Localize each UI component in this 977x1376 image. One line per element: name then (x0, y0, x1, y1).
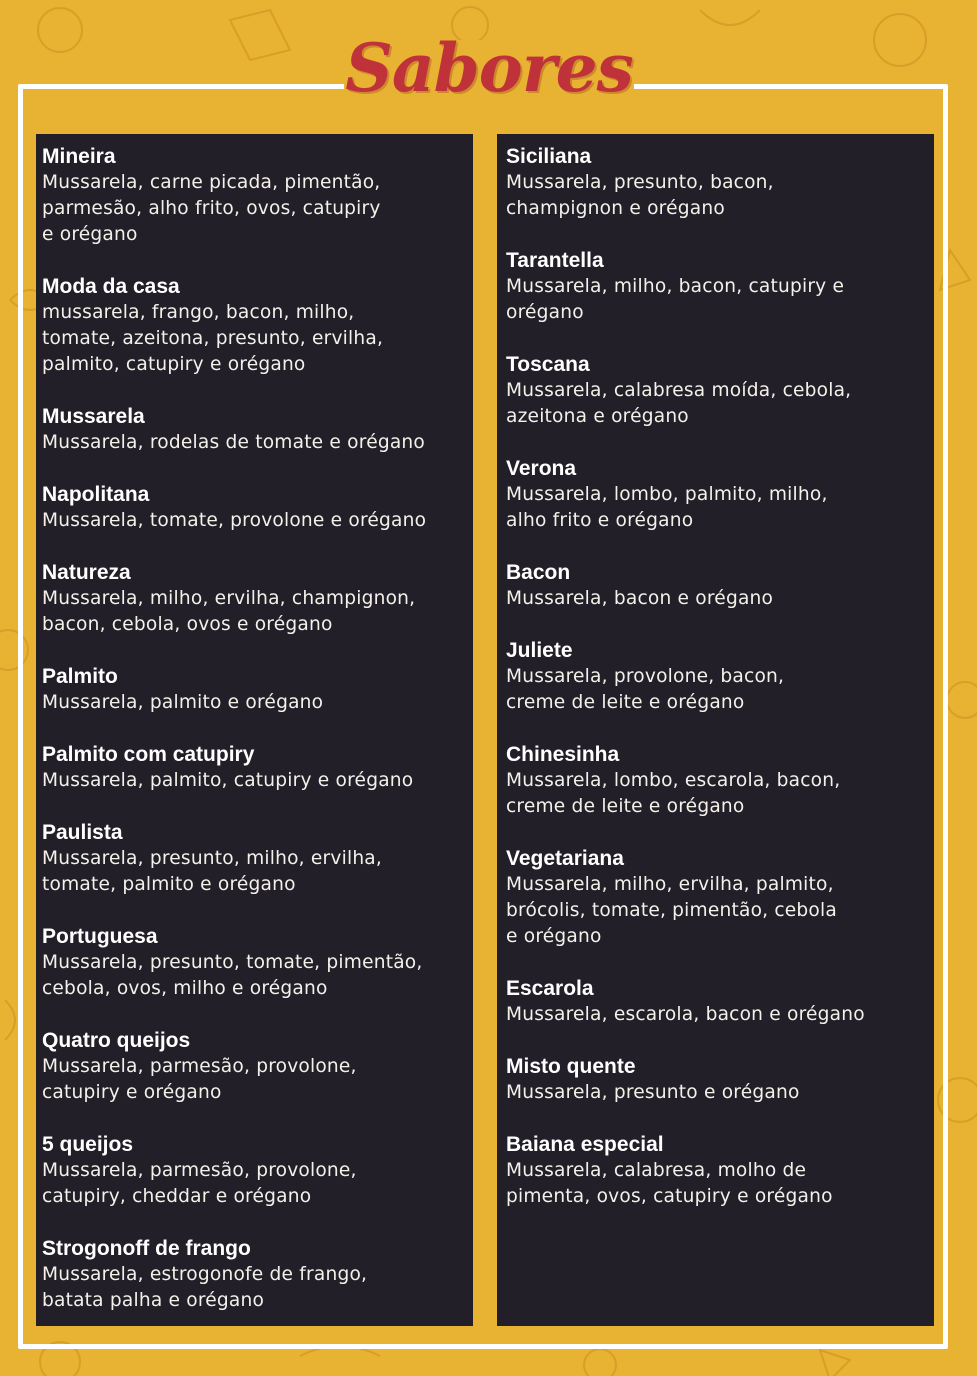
flavor-item (42, 924, 467, 1002)
flavor-name: Escarola (506, 977, 594, 1000)
flavor-ingredients-line: Mussarela, lombo, palmito, milho, (506, 484, 828, 505)
flavor-ingredients-line: Mussarela, parmesão, provolone, (42, 1160, 357, 1181)
flavor-ingredients-line: Mussarela, bacon e orégano (506, 588, 774, 609)
flavor-ingredients-line: e orégano (42, 224, 138, 245)
flavor-item (42, 404, 467, 456)
flavor-item (506, 742, 928, 820)
flavor-item (506, 248, 928, 326)
flavor-ingredients-line: Mussarela, milho, ervilha, champignon, (42, 588, 416, 609)
flavor-ingredients-line: azeitona e orégano (506, 406, 689, 427)
flavor-item (42, 1236, 467, 1314)
flavor-ingredients-line: creme de leite e orégano (506, 692, 745, 713)
flavor-ingredients-line: alho frito e orégano (506, 510, 694, 531)
flavor-ingredients-line: bacon, cebola, ovos e orégano (42, 614, 333, 635)
flavor-item (506, 144, 928, 222)
flavor-name: Natureza (42, 561, 131, 584)
flavor-ingredients-line: Mussarela, rodelas de tomate e orégano (42, 432, 425, 453)
flavor-name: Napolitana (42, 483, 150, 506)
flavors-column-right (497, 134, 934, 1326)
flavor-name: Strogonoff de frango (42, 1237, 251, 1260)
flavor-item (42, 482, 467, 534)
flavor-ingredients-line: champignon e orégano (506, 198, 725, 219)
flavor-name: Chinesinha (506, 743, 620, 766)
flavor-ingredients-line: Mussarela, escarola, bacon e orégano (506, 1004, 865, 1025)
flavor-ingredients-line: catupiry, cheddar e orégano (42, 1186, 312, 1207)
flavor-name: Mineira (42, 145, 116, 168)
page-title: Sabores (345, 29, 633, 107)
flavor-item (506, 976, 928, 1028)
flavor-ingredients-line: Mussarela, calabresa, molho de (506, 1160, 807, 1181)
flavor-ingredients-line: Mussarela, carne picada, pimentão, (42, 172, 381, 193)
flavor-item (506, 560, 928, 612)
flavor-item (42, 560, 467, 638)
flavor-ingredients-line: tomate, palmito e orégano (42, 874, 296, 895)
flavor-ingredients-line: brócolis, tomate, pimentão, cebola (506, 900, 837, 921)
flavor-name: Toscana (506, 353, 590, 376)
flavor-ingredients-line: Mussarela, parmesão, provolone, (42, 1056, 357, 1077)
flavor-ingredients-line: e orégano (506, 926, 602, 947)
flavor-ingredients-line: mussarela, frango, bacon, milho, (42, 302, 355, 323)
flavor-item (506, 638, 928, 716)
flavor-item (42, 1132, 467, 1210)
flavor-item (42, 742, 467, 794)
flavor-ingredients-line: palmito, catupiry e orégano (42, 354, 306, 375)
flavor-name: 5 queijos (42, 1133, 134, 1156)
flavor-ingredients-line: Mussarela, tomate, provolone e orégano (42, 510, 427, 531)
flavor-ingredients-line: catupiry e orégano (42, 1082, 222, 1103)
flavor-name: Mussarela (42, 405, 145, 428)
flavor-ingredients-line: Mussarela, milho, bacon, catupiry e (506, 276, 845, 297)
flavor-name: Quatro queijos (42, 1029, 191, 1052)
flavor-item (42, 274, 467, 378)
flavor-name: Baiana especial (506, 1133, 664, 1156)
flavor-item (42, 1028, 467, 1106)
flavor-name: Bacon (506, 561, 571, 584)
flavor-name: Palmito com catupiry (42, 743, 255, 766)
flavor-item (506, 456, 928, 534)
flavor-item (42, 144, 467, 248)
flavor-ingredients-line: tomate, azeitona, presunto, ervilha, (42, 328, 384, 349)
flavor-name: Siciliana (506, 145, 592, 168)
flavor-name: Tarantella (506, 249, 604, 272)
flavor-name: Juliete (506, 639, 573, 662)
flavor-ingredients-line: Mussarela, presunto, tomate, pimentão, (42, 952, 423, 973)
flavor-ingredients-line: cebola, ovos, milho e orégano (42, 978, 328, 999)
flavor-ingredients-line: Mussarela, estrogonofe de frango, (42, 1264, 368, 1285)
flavor-ingredients-line: batata palha e orégano (42, 1290, 265, 1311)
flavor-ingredients-line: Mussarela, calabresa moída, cebola, (506, 380, 852, 401)
flavor-ingredients-line: orégano (506, 302, 584, 323)
flavor-item (506, 1132, 928, 1210)
flavor-ingredients-line: pimenta, ovos, catupiry e orégano (506, 1186, 833, 1207)
flavors-column-left (36, 134, 473, 1326)
flavor-name: Paulista (42, 821, 123, 844)
flavor-ingredients-line: Mussarela, presunto, bacon, (506, 172, 774, 193)
flavor-ingredients-line: Mussarela, presunto, milho, ervilha, (42, 848, 383, 869)
flavor-item (42, 664, 467, 716)
flavor-item (506, 352, 928, 430)
flavor-ingredients-line: Mussarela, provolone, bacon, (506, 666, 785, 687)
flavor-name: Palmito (42, 665, 118, 688)
flavor-ingredients-line: Mussarela, milho, ervilha, palmito, (506, 874, 834, 895)
flavor-name: Portuguesa (42, 925, 158, 948)
flavor-ingredients-line: Mussarela, presunto e orégano (506, 1082, 800, 1103)
flavor-item (506, 846, 928, 950)
flavor-ingredients-line: Mussarela, palmito e orégano (42, 692, 324, 713)
flavor-name: Verona (506, 457, 577, 480)
flavor-ingredients-line: parmesão, alho frito, ovos, catupiry (42, 198, 381, 219)
flavor-ingredients-line: Mussarela, palmito, catupiry e orégano (42, 770, 414, 791)
flavor-ingredients-line: Mussarela, lombo, escarola, bacon, (506, 770, 841, 791)
flavor-name: Moda da casa (42, 275, 180, 298)
flavor-item (42, 820, 467, 898)
flavor-item (506, 1054, 928, 1106)
flavor-ingredients-line: creme de leite e orégano (506, 796, 745, 817)
flavor-name: Vegetariana (506, 847, 624, 870)
flavor-name: Misto quente (506, 1055, 636, 1078)
